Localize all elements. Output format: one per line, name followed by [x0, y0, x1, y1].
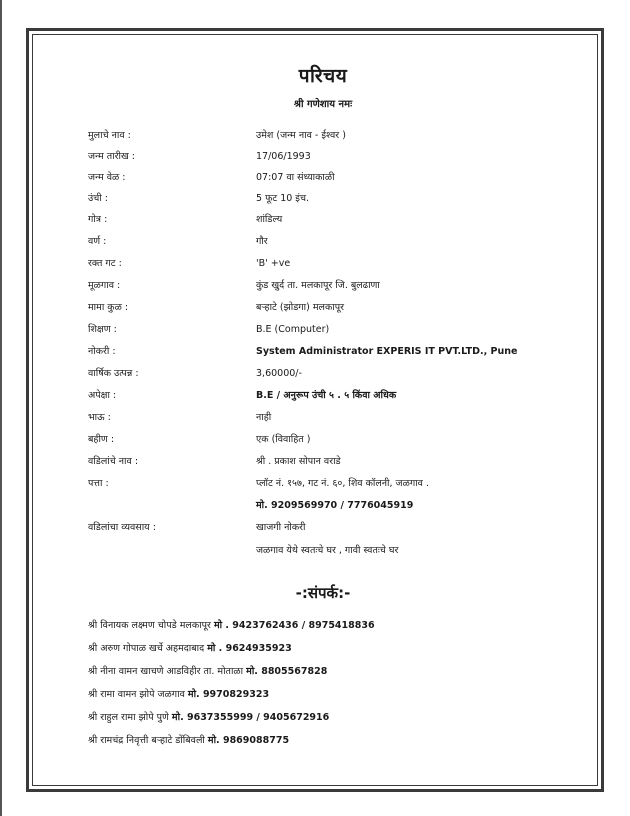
field-label: भाऊ : [88, 412, 111, 423]
field-row [88, 343, 558, 361]
field-label: वडिलांचा व्यवसाय : [88, 522, 156, 533]
field-value: खाजगी नोकरी [256, 522, 306, 533]
field-row [88, 453, 558, 471]
field-value: 3,60000/- [256, 368, 302, 379]
field-row [88, 233, 558, 251]
field-label: वडिलांचे नाव : [88, 456, 139, 467]
field-value: System Administrator EXPERIS IT PVT.LTD., Pune [256, 346, 518, 357]
field-value: शांडिल्य [256, 214, 283, 225]
contact-row [88, 617, 375, 635]
field-value: 'B' +ve [256, 258, 291, 269]
field-label: मुलाचे नाव : [88, 130, 131, 141]
field-row [88, 277, 558, 295]
field-row [88, 255, 558, 273]
page-left-edge [0, 0, 2, 816]
field-row [88, 148, 558, 166]
contact-phone: मो. 9970829323 [187, 689, 270, 700]
field-value: एक (विवाहित ) [256, 434, 311, 445]
field-label: वर्ण : [88, 236, 107, 247]
contact-phone: मो . 9624935923 [207, 643, 292, 654]
field-value: श्री . प्रकाश सोपान वराडे [256, 456, 341, 467]
field-value: मो. 9209569970 / 7776045919 [256, 500, 414, 511]
field-value: उमेश (जन्म नाव - ईश्वर ) [256, 130, 346, 141]
field-row [88, 497, 558, 515]
contact-name: श्री नीना वामन खाचणे आडविहीर ता. मोताळा [88, 666, 244, 677]
field-row [88, 190, 558, 208]
field-row [88, 211, 558, 229]
field-row [88, 387, 558, 405]
contact-name: श्री विनायक लक्ष्मण चोपडे मलकापूर [88, 620, 211, 631]
field-label: वार्षिक उत्पन्न : [88, 368, 139, 379]
contact-phone: मो. 9869088775 [207, 735, 290, 746]
contact-heading: -:संपर्क:- [295, 584, 351, 602]
field-label: मूळगाव : [88, 280, 121, 291]
contact-name: श्री रामचंद्र निवृत्ती बऱ्हाटे डोंबिवली [88, 735, 205, 746]
contact-row [88, 686, 269, 704]
field-label: शिक्षण : [88, 324, 117, 335]
field-row [88, 365, 558, 383]
contact-phone: मो. 8805567828 [246, 666, 328, 677]
contact-phone: मो. 9637355999 / 9405672916 [171, 712, 330, 723]
field-label: मामा कुळ : [88, 302, 129, 313]
field-label: जन्म तारीख : [88, 151, 135, 162]
contact-phone: मो . 9423762436 / 8975418836 [213, 620, 375, 631]
field-label: जन्म वेळ : [88, 172, 126, 183]
contact-row [88, 663, 327, 681]
contact-row [88, 640, 292, 658]
contact-name: श्री अरुण गोपाळ खर्चे अहमदाबाद [88, 643, 205, 654]
field-label: अपेक्षा : [88, 390, 117, 401]
field-value: जळगाव येथे स्वतःचे घर , गावी स्वतःचे घर [256, 545, 399, 556]
field-row [88, 299, 558, 317]
field-row [88, 169, 558, 187]
field-value: बऱ्हाटे (झोडगा) मलकापूर [256, 302, 344, 313]
field-row [88, 519, 558, 537]
field-row [88, 409, 558, 427]
field-row [88, 431, 558, 449]
field-row [88, 321, 558, 339]
page-subtitle: श्री गणेशाय नमः [293, 99, 353, 110]
field-label: रक्त गट : [88, 258, 122, 269]
contact-row [88, 709, 329, 727]
field-label: बहीण : [88, 434, 115, 445]
field-label: गोत्र : [88, 214, 108, 225]
field-value: गौर [256, 236, 268, 247]
field-value: B.E (Computer) [256, 324, 330, 335]
field-value: B.E / अनुरूप उंची ५ . ५ किंवा अधिक [256, 390, 397, 401]
field-row [88, 475, 558, 493]
field-row [88, 542, 558, 560]
field-value: कुंड खुर्द ता. मलकापूर जि. बुलढाणा [256, 280, 380, 291]
field-value: प्लॉट नं. १५७, गट नं. ६०, शिव कॉलनी, जळगाव . [256, 478, 429, 489]
field-value: नाही [256, 412, 272, 423]
contact-name: श्री राहुल रामा झोपे पुणे [88, 712, 169, 723]
field-value: 5 फूट 10 इंच. [256, 193, 310, 204]
field-row [88, 127, 558, 145]
field-label: उंची : [88, 193, 108, 204]
field-label: नोकरी : [88, 346, 116, 357]
field-value: 17/06/1993 [256, 151, 311, 162]
contact-row [88, 732, 289, 750]
page-title: परिचय [298, 65, 348, 87]
field-value: 07:07 वा संध्याकाळी [256, 172, 335, 183]
field-label: पत्ता : [88, 478, 109, 489]
contact-name: श्री रामा वामन झोपे जळगाव [88, 689, 185, 700]
